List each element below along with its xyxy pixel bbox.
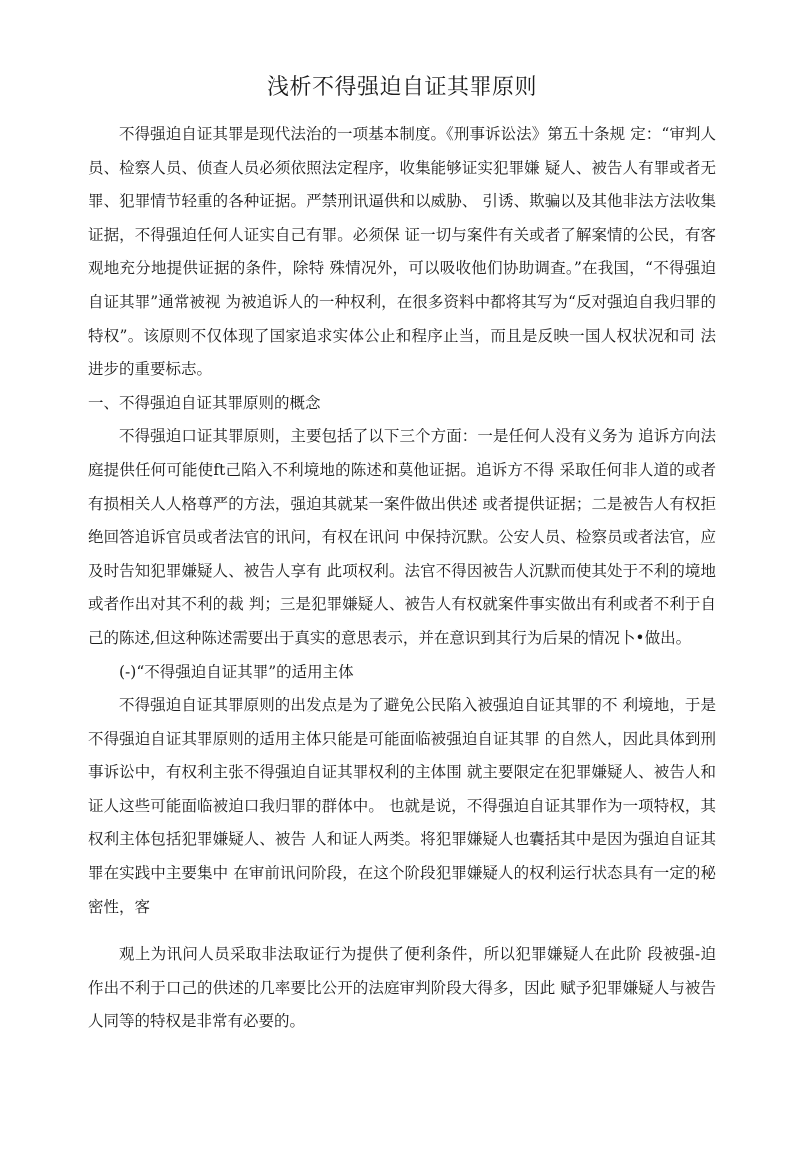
subsection-heading-subject: (-)“不得强迫自证其罪”的适用主体	[119, 662, 354, 681]
section-heading-concept: 一、不得强迫自证其罪原则的概念	[88, 393, 321, 412]
subject-paragraph: 不得强迫自证其罪原则的出发点是为了避免公民陷入被强迫自证其罪的不 利境地，于是不得强迫自证其罪原则的适用主体只能是可能面临被强迫自证其罪 的自然人，因此具体到刑事诉讼中，有权利主张不得强迫自证其罪权利的主体围 就主要限定在犯罪嫌疑人、被告人和证人这些可能面临被迫口我归罪的群体中。 也就是说，不得强迫自证其罪作为一项特权，其权利主体包括犯罪嫌疑人、被告 人和证人两类。将犯罪嫌疑人也囊括其中是因为强迫自证其罪在实践中主要集中 在审前讯问阶段，在这个阶段犯罪嫌疑人的权利运行状态具有一定的秘密性，客	[88, 696, 716, 916]
intro-paragraph: 不得强迫自证其罪是现代法治的一项基本制度。《刑事诉讼法》第五十条规 定：“审判人员、检察人员、侦查人员必须依照法定程序，收集能够证实犯罪嫌 疑人、被告人有罪或者无罪、犯罪情节轻重的各种证据。严禁刑讯逼供和以威胁、 引诱、欺骗以及其他非法方法收集证据，不得强迫任何人证实自己有罪。必须保 证一切与案件有关或者了解案情的公民，有客观地充分地提供证据的条件，除特 殊情况外，可以吸收他们协助调查。”在我国，“不得强迫自证其罪”通常被视 为被追诉人的一种权利，在很多资料中都将其写为“反对强迫自我归罪的特权”。该原则不仅体现了国家追求实体公止和程序止当，而且是反映一国人权状况和司 法进步的重要标志。	[88, 125, 716, 379]
continuation-paragraph: 观上为讯问人员采取非法取证行为提供了便利条件，所以犯罪嫌疑人在此阶 段被强-迫作出不利于口己的供述的几率要比公开的法庭审判阶段大得多，因此 赋予犯罪嫌疑人与被告人同等的特权是非常有必要的。	[88, 945, 716, 1031]
document-page	[88, 70, 716, 1039]
concept-paragraph: 不得强迫口证其罪原则，主要包括了以下三个方面：一是任何人没有义务为 追诉方向法庭提供任何可能使ft己陷入不利境地的陈述和莫他证据。追诉方不得 采取任何非人道的或者有损相关人人格尊严的方法，强迫其就某一案件做出供述 或者提供证据；二是被告人有权拒绝回答追诉官员或者法官的讯问，有权在讯问 中保持沉默。公安人员、检察员或者法官，应及时告知犯罪嫌疑人、被告人享有 此项权利。法官不得因被告人沉默而使其处于不利的境地或者作出对其不利的裁 判；三是犯罪嫌疑人、被告人有权就案件事实做出有利或者不利于自己的陈述,但这种陈述需要出于真实的意思表示，并在意识到其行为后杲的情况卜•做出。	[88, 427, 716, 647]
document-title: 浅析不得强迫自证其罪原则	[266, 75, 537, 100]
